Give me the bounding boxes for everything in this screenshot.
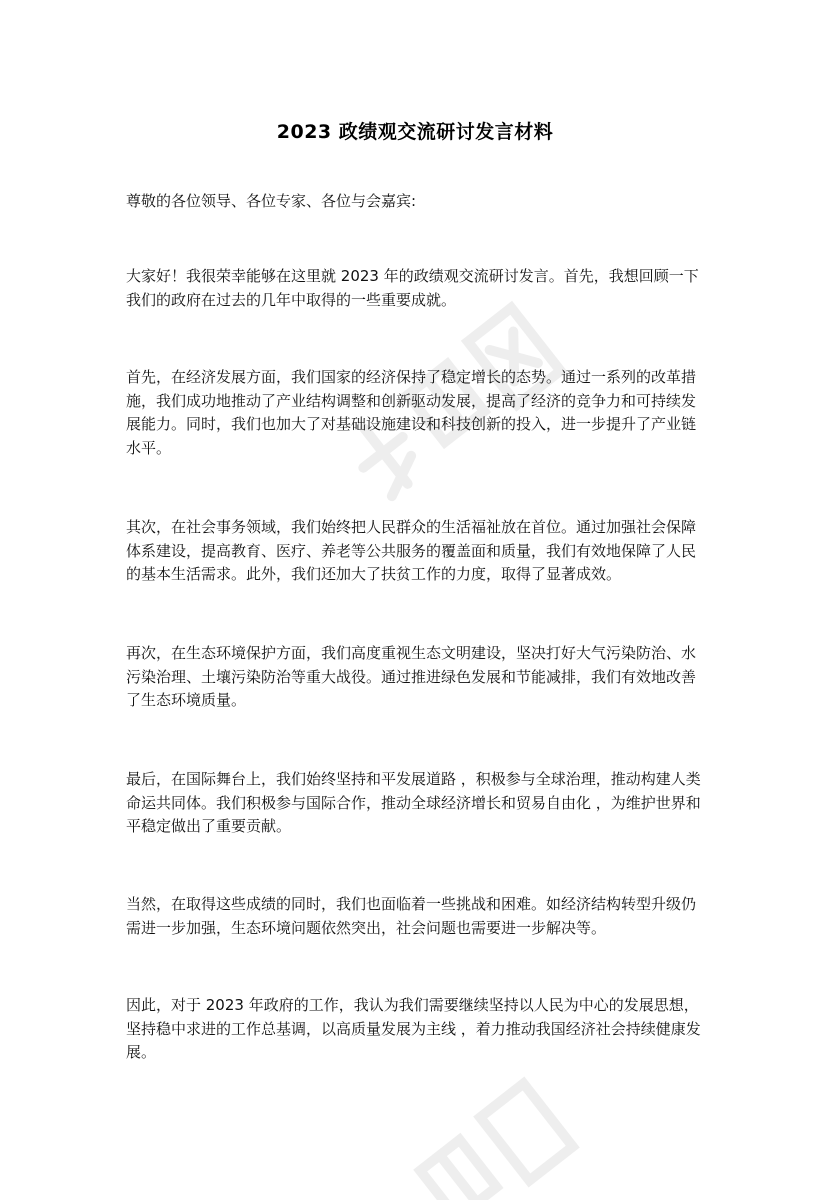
paragraph-4: 再次，在生态环境保护方面，我们高度重视生态文明建设，坚决打好大气污染防治、水污染治理、土壤污染防治等重大战役。通过推进绿色发展和节能减排，我们有效地改善了生态环境质量。: [126, 644, 697, 709]
paragraph-6: 当然，在取得这些成绩的同时，我们也面临着一些挑战和困难。如经济结构转型升级仍需进一步加强，生态环境问题依然突出，社会问题也需要进一步解决等。: [126, 895, 697, 937]
watermark-graphic-bottom: [300, 1060, 600, 1200]
document-title: 2023 政绩观交流研讨发言材料: [276, 121, 554, 143]
salutation: 尊敬的各位领导、各位专家、各位与会嘉宾:: [126, 192, 417, 210]
paragraph-5: 最后，在国际舞台上，我们始终坚持和平发展道路 ，积极参与全球治理，推动构建人类命运共同体。我们积极参与国际合作，推动全球经济增长和贸易自由化 ，为维护世界和平稳定做出了重要贡献。: [126, 770, 701, 835]
paragraph-7: 因此，对于 2023 年政府的工作，我认为我们需要继续坚持以人民为中心的发展思想，坚持稳中求进的工作总基调，以高质量发展为主线 ，着力推动我国经济社会持续健康发展。: [126, 996, 701, 1061]
paragraph-1: 大家好！我很荣幸能够在这里就 2023 年的政绩观交流研讨发言。首先，我想回顾一下我们的政府在过去的几年中取得的一些重要成就。: [126, 267, 699, 309]
paragraph-2: 首先，在经济发展方面，我们国家的经济保持了稳定增长的态势。通过一系列的改革措施，我们成功地推动了产业结构调整和创新驱动发展，提高了经济的竞争力和可持续发展能力。同时，我们也加大了对基础设施建设和科技创新的投入，进一步提升了产业链水平。: [126, 368, 697, 457]
paragraph-3: 其次，在社会事务领域，我们始终把人民群众的生活福祉放在首位。通过加强社会保障体系建设，提高教育、医疗、养老等公共服务的覆盖面和质量，我们有效地保障了人民的基本生活需求。此外，我们还加大了扶贫工作的力度，取得了显著成效。: [126, 518, 697, 583]
